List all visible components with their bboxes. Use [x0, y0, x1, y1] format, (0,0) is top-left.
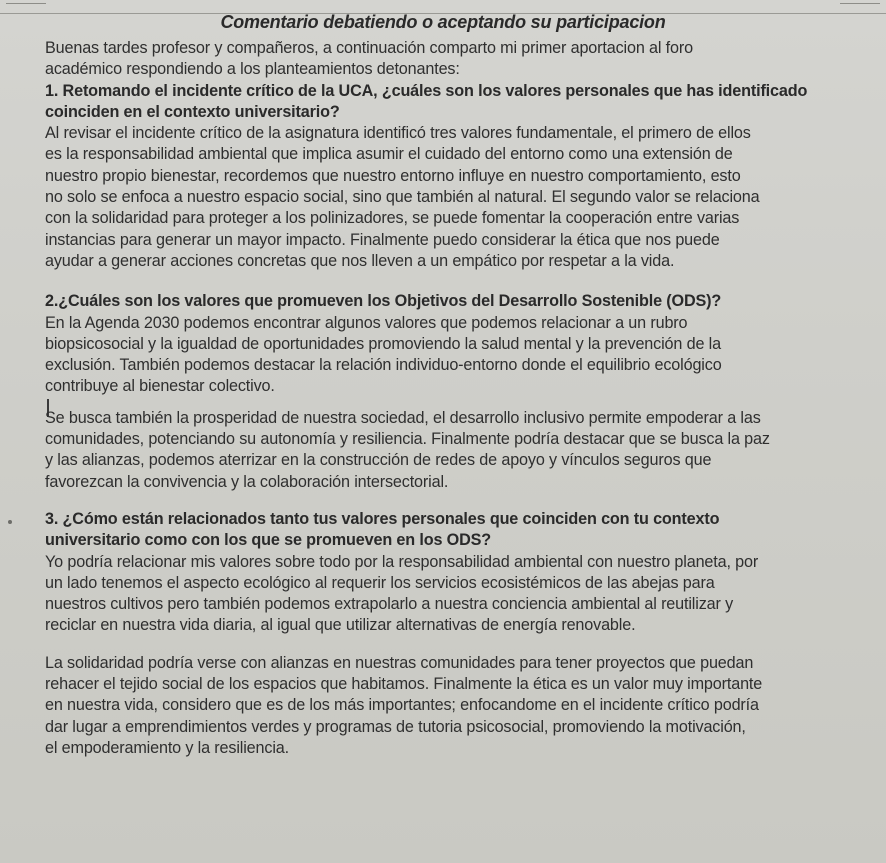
- margin-dot: [8, 520, 12, 524]
- answer-2-line: biopsicosocial y la igualdad de oportunidades promoviendo la salud mental y la prevención de la: [45, 334, 721, 353]
- answer-2b-line: comunidades, potenciando su autonomía y resiliencia. Finalmente podría destacar que se busca la paz: [45, 430, 770, 449]
- answer-1-line: es la responsabilidad ambiental que implica asumir el cuidado del entorno como una extensión de: [45, 145, 733, 164]
- answer-1-line: instancias para generar un mayor impacto. Finalmente puedo considerar la ética que nos puede: [45, 230, 720, 249]
- answer-1-line: ayudar a generar acciones concretas que nos lleven a un empático por respetar a la vida.: [45, 251, 675, 270]
- answer-3-line: reciclar en nuestra vida diaria, al igual que utilizar alternativas de energía renovable.: [45, 616, 636, 635]
- intro-line: Buenas tardes profesor y compañeros, a continuación comparto mi primer aportacion al foro: [45, 39, 693, 57]
- answer-3b-line: rehacer el tejido social de los espacios que habitamos. Finalmente la ética es un valor muy importante: [45, 675, 763, 694]
- question-1: 1. Retomando el incidente crítico de la UCA, ¿cuáles son los valores personales que has identificado: [45, 81, 808, 100]
- answer-3b-line: el empoderamiento y la resiliencia.: [45, 738, 289, 757]
- answer-3b-line: dar lugar a emprendimientos verdes y programas de tutoria psicosocial, promoviendo la motivación,: [45, 717, 746, 736]
- question-1: coinciden en el contexto universitario?: [45, 102, 340, 121]
- answer-3-line: Yo podría relacionar mis valores sobre todo por la responsabilidad ambiental con nuestro planeta, por: [45, 552, 759, 571]
- answer-2-line: contribuye al bienestar colectivo.: [45, 377, 275, 396]
- question-2: 2.¿Cuáles son los valores que promueven los Objetivos del Desarrollo Sostenible (ODS)?: [45, 292, 722, 311]
- answer-3-line: nuestros cultivos pero también podemos extrapolarlo a nuestra conciencia ambiental al reutilizar y: [45, 595, 734, 614]
- answer-1-line: Al revisar el incidente crítico de la asignatura identificó tres valores fundamentale, el primero de ellos: [45, 124, 751, 143]
- document-title: Comentario debatiendo o aceptando su participacion: [220, 12, 666, 32]
- answer-1-line: con la solidaridad para proteger a los polinizadores, se puede fomentar la cooperación entre varias: [45, 209, 740, 228]
- intro-line: académico respondiendo a los planteamientos detonantes:: [45, 60, 460, 79]
- answer-2-line: exclusión. También podemos destacar la relación individuo-entorno donde el equilibrio ecológico: [45, 356, 722, 375]
- answer-2b-line: Se busca también la prosperidad de nuestra sociedad, el desarrollo inclusivo permite empoderar a las: [45, 408, 761, 427]
- answer-2b-line: y las alianzas, podemos aterrizar en la construcción de redes de apoyo y vínculos seguros que: [45, 451, 712, 470]
- answer-3-line: un lado tenemos el aspecto ecológico al requerir los servicios ecosistémicos de las abejas para: [45, 573, 715, 592]
- question-3: universitario como con los que se promueven en los ODS?: [45, 531, 492, 550]
- answer-2-line: En la Agenda 2030 podemos encontrar algunos valores que podemos relacionar a un rubro: [45, 313, 688, 332]
- question-3: 3. ¿Cómo están relacionados tanto tus valores personales que coinciden con tu contexto: [45, 509, 720, 528]
- answer-3b-line: La solidaridad podría verse con alianzas en nuestras comunidades para tener proyectos que puedan: [45, 653, 754, 672]
- document-body: [45, 38, 845, 759]
- answer-2b-line: favorezcan la convivencia y la colaboración intersectorial.: [45, 472, 449, 491]
- answer-3b-line: en nuestra vida, considero que es de los más importantes; enfocandome en el incidente crítico podría: [45, 696, 759, 715]
- answer-1-line: no solo se enfoca a nuestro espacio social, sino que también al natural. El segundo valor se relaciona: [45, 188, 760, 207]
- answer-1-line: nuestro propio bienestar, recordemos que nuestro entorno influye en nuestro comportamiento, esto: [45, 166, 741, 185]
